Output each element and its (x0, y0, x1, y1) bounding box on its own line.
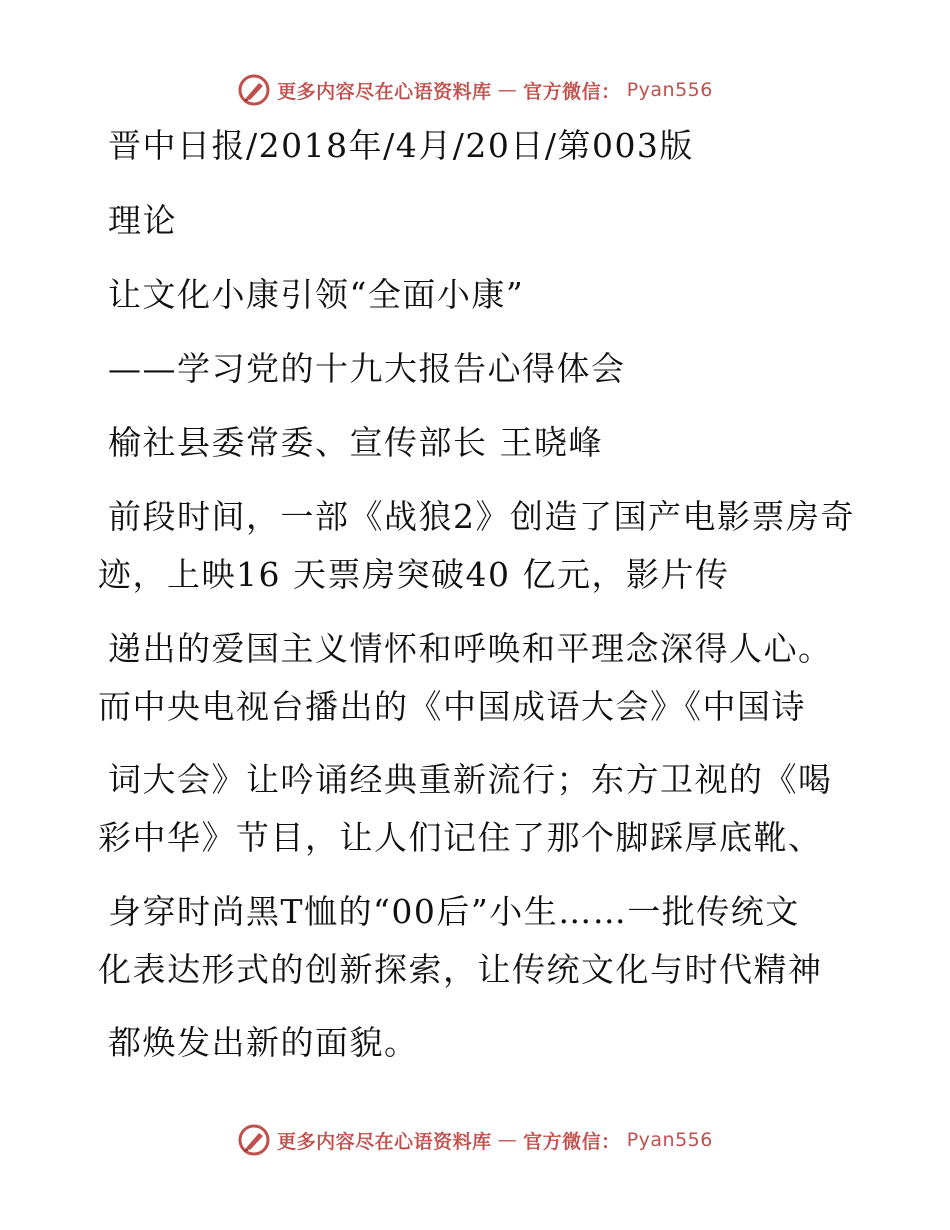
pen-logo-icon (237, 1123, 271, 1157)
watermark-separator: — (497, 1129, 518, 1151)
pen-logo-icon (237, 73, 271, 107)
body-line: 化表达形式的创新探索，让传统文化与时代精神 (98, 950, 823, 989)
watermark-wechat-label: 官方微信： (523, 80, 621, 103)
body-line: 迹，上映16 天票房突破40 亿元，影片传 (98, 555, 730, 594)
footer-watermark (0, 1120, 950, 1160)
article-author: 榆社县委常委、宣传部长 王晓峰 (108, 423, 603, 462)
article-subtitle: ——学习党的十九大报告心得体会 (108, 349, 626, 388)
section-label: 理论 (108, 201, 177, 240)
watermark-text: 更多内容尽在心语资料库 (277, 1130, 492, 1153)
body-line: 彩中华》节目，让人们记住了那个脚踩厚底靴、 (98, 818, 823, 857)
body-line: 都焕发出新的面貌。 (108, 1023, 419, 1062)
source-line: 晋中日报/2018年/4月/20日/第003版 (108, 126, 694, 165)
body-line: 递出的爱国主义情怀和呼唤和平理念深得人心。 (108, 629, 833, 668)
watermark-separator: — (497, 79, 518, 101)
body-line: 而中央电视台播出的《中国成语大会》《中国诗 (98, 687, 806, 726)
watermark-text: 更多内容尽在心语资料库 (277, 80, 492, 103)
body-line: 词大会》让吟诵经典重新流行；东方卫视的《喝 (108, 760, 833, 799)
body-line: 前段时间，一部《战狼2》创造了国产电影票房奇 (108, 497, 855, 536)
body-line: 身穿时尚黑T恤的“00后”小生……一批传统文 (108, 892, 800, 931)
header-watermark (0, 70, 950, 110)
article-title: 让文化小康引领“全面小康” (108, 275, 525, 314)
watermark-wechat-handle: Pyan556 (626, 1129, 713, 1151)
watermark-wechat-handle: Pyan556 (626, 79, 713, 101)
watermark-wechat-label: 官方微信： (523, 1130, 621, 1153)
